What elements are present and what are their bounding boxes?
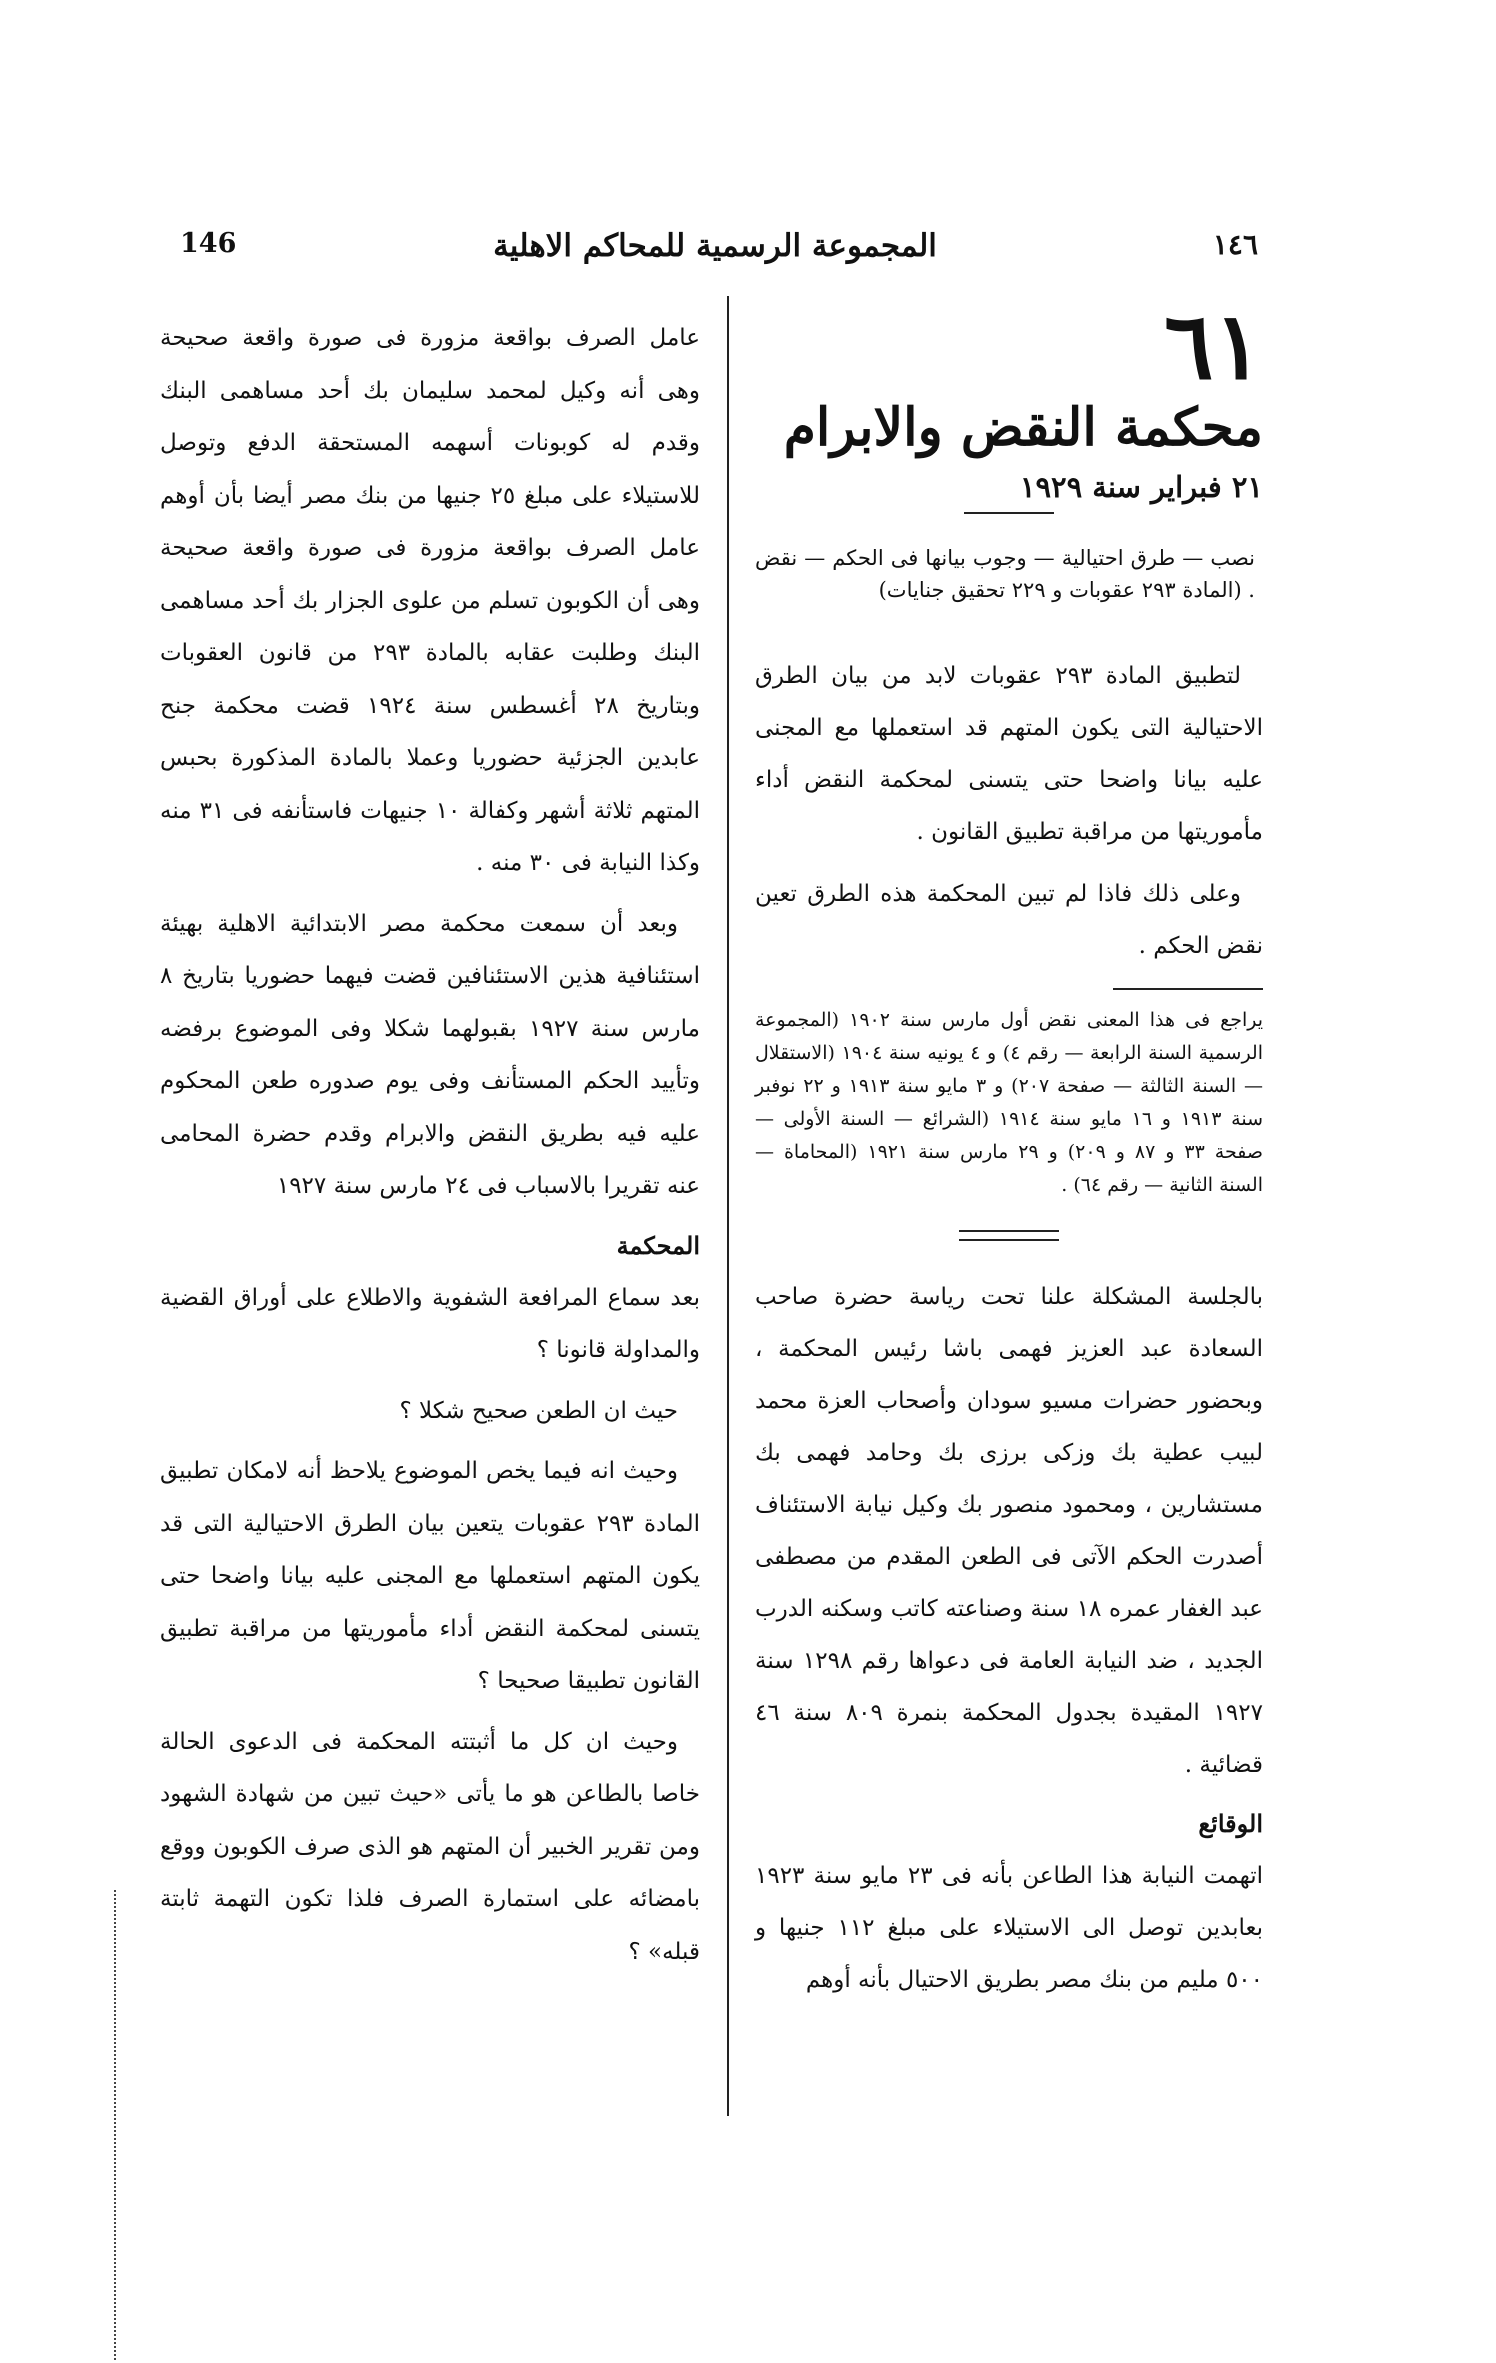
reasoning-paragraph-1: بعد سماع المرافعة الشفوية والاطلاع على أوراق القضية والمداولة قانونا ؟ [160,1284,700,1363]
case-references: يراجع فى هذا المعنى نقض أول مارس سنة ١٩٠٢ (المجموعة الرسمية السنة الرابعة — رقم ٤) و ٤ يونيه سنة ١٩٠٤ (الاستقلال — السنة الثالثة — صفحة ٢٠٧) و ٣ مايو سنة ١٩١٣ و ٢٢ نوفبر سنة ١٩١٣ و ١٦ مايو سنة ١٩١٤ (الشرائع — السنة الأولى — صفحة ٣٣ و ٨٧ و ٢٠٩) و ٢٩ مارس سنة ١٩٢١ (المحاماة — السنة الثانية — رقم ٦٤) . [755,1008,1264,1196]
page-number-latin: 146 [180,228,237,259]
facts-continuation: عامل الصرف بواقعة مزورة فى صورة واقعة صحيحة وهى أنه وكيل لمحمد سليمان بك أحد مساهمى البنك وقدم له كوبونات أسهمه المستحقة الدفع وتوصل للاستيلاء على مبلغ ٢٥ جنيها من بنك مصر أيضا بأن أوهم عامل الصرف بواقعة مزورة فى صورة واقعة صحيحة وهى أن الكوبون تسلم من علوى الجزار بك أحد مساهمى البنك وطلبت عقابه بالمادة ٢٩٣ من قانون العقوبات وبتاريخ ٢٨ أغسطس سنة ١٩٢٤ قضت محكمة جنح عابدين الجزئية حضوريا وعملا بالمادة المذكورة بحبس المتهم ثلاثة أشهر وكفالة ١٠ جنيهات فاستأنفه فى ٣١ منه وكذا النيابة فى ٣٠ منه . [160,325,701,876]
appeal-paragraph: وبعد أن سمعت محكمة مصر الابتدائية الاهلية بهيئة استئنافية هذين الاستئنافين قضت فيهما حضوريا بتاريخ ٨ مارس سنة ١٩٢٧ بقبولهما شكلا وفى الموضوع برفضه وتأييد الحكم المستأنف وفى يوم صدوره طعن المحكوم عليه فيه بطريق النقض والابرام وقدم حضرة المحامى عنه تقريرا بالاسباب فى ٢٤ مارس سنة ١٩٢٧ [160,910,700,1199]
reasoning-paragraph-2: حيث ان الطعن صحيح شكلا ؟ [399,1397,678,1424]
case-number: ٦١ [1164,292,1263,400]
judgment-date: ٢١ فبراير سنة ١٩٢٩ [1019,469,1263,504]
date-underline [964,512,1054,514]
facts-paragraph: اتهمت النيابة هذا الطاعن بأنه فى ٢٣ مايو سنة ١٩٢٣ بعابدين توصل الى الاستيلاء على مبلغ ١١٢ جنيها و ٥٠٠ مليم من بنك مصر بطريق الاحتيال بأنه أوهم [755,1862,1263,1993]
references-separator [1113,988,1263,990]
reasoning-paragraph-3: وحيث انه فيما يخص الموضوع يلاحظ أنه لامكان تطبيق المادة ٢٩٣ عقوبات يتعين بيان الطرق الاحتيالية التى قد يكون المتهم استعملها مع المجنى عليه بيانا واضحا حتى يتسنى لمحكمة النقض أداء مأموريتها من مراقبة تطبيق القانون تطبيقا صحيحا ؟ [160,1458,700,1694]
court-name: محكمة النقض والابرام [783,397,1263,458]
double-rule-divider [959,1230,1059,1241]
page-header [150,228,1280,278]
reasoning-paragraph-4: وحيث ان كل ما أثبتته المحكمة فى الدعوى الحالة خاصا بالطاعن هو ما يأتى «حيث تبين من شهادة الشهود ومن تقرير الخبير أن المتهم هو الذى صرف الكوبون ووقع بامضائه على استمارة الصرف فلذا تكون التهمة ثابتة قبله» ؟ [160,1728,700,1965]
column-divider [727,296,729,2116]
page-number-arabic: ١٤٦ [1212,228,1258,261]
court-heading: المحكمة [616,1230,700,1260]
case-keywords: نصب — طرق احتيالية — وجوب بيانها فى الحكم — نقض . (المادة ٢٩٣ عقوبات و ٢٢٩ تحقيق جنايات) [755,545,1255,602]
running-title: المجموعة الرسمية للمحاكم الاهلية [493,228,937,264]
legal-principle-2: وعلى ذلك فاذا لم تبين المحكمة هذه الطرق تعين نقض الحكم . [755,880,1263,959]
facts-heading: الوقائع [1198,1808,1263,1838]
left-column [160,312,700,1986]
margin-dotted-rule [114,1890,116,2360]
legal-principle-1: لتطبيق المادة ٢٩٣ عقوبات لابد من بيان الطرق الاحتيالية التى يكون المتهم قد استعملها مع المجنى عليه بيانا واضحا حتى يتسنى لمحكمة النقض أداء مأموريتها من مراقبة تطبيق القانون . [755,662,1263,845]
session-paragraph: بالجلسة المشكلة علنا تحت رياسة حضرة صاحب السعادة عبد العزيز فهمى باشا رئيس المحكمة ، وبحضور حضرات مسيو سودان وأصحاب العزة محمد لبيب عطية بك وزكى برزى بك وحامد فهمى بك مستشارين ، ومحمود منصور بك وكيل نيابة الاستئناف أصدرت الحكم الآتى فى الطعن المقدم من مصطفى عبد الغفار عمره ١٨ سنة وصناعته كاتب وسكنه الدرب الجديد ، ضد النيابة العامة فى دعواها رقم ١٢٩٨ سنة ١٩٢٧ المقيدة بجدول المحكمة بنمرة ٨٠٩ سنة ٤٦ قضائية . [755,1283,1263,1778]
right-column [755,292,1264,2006]
